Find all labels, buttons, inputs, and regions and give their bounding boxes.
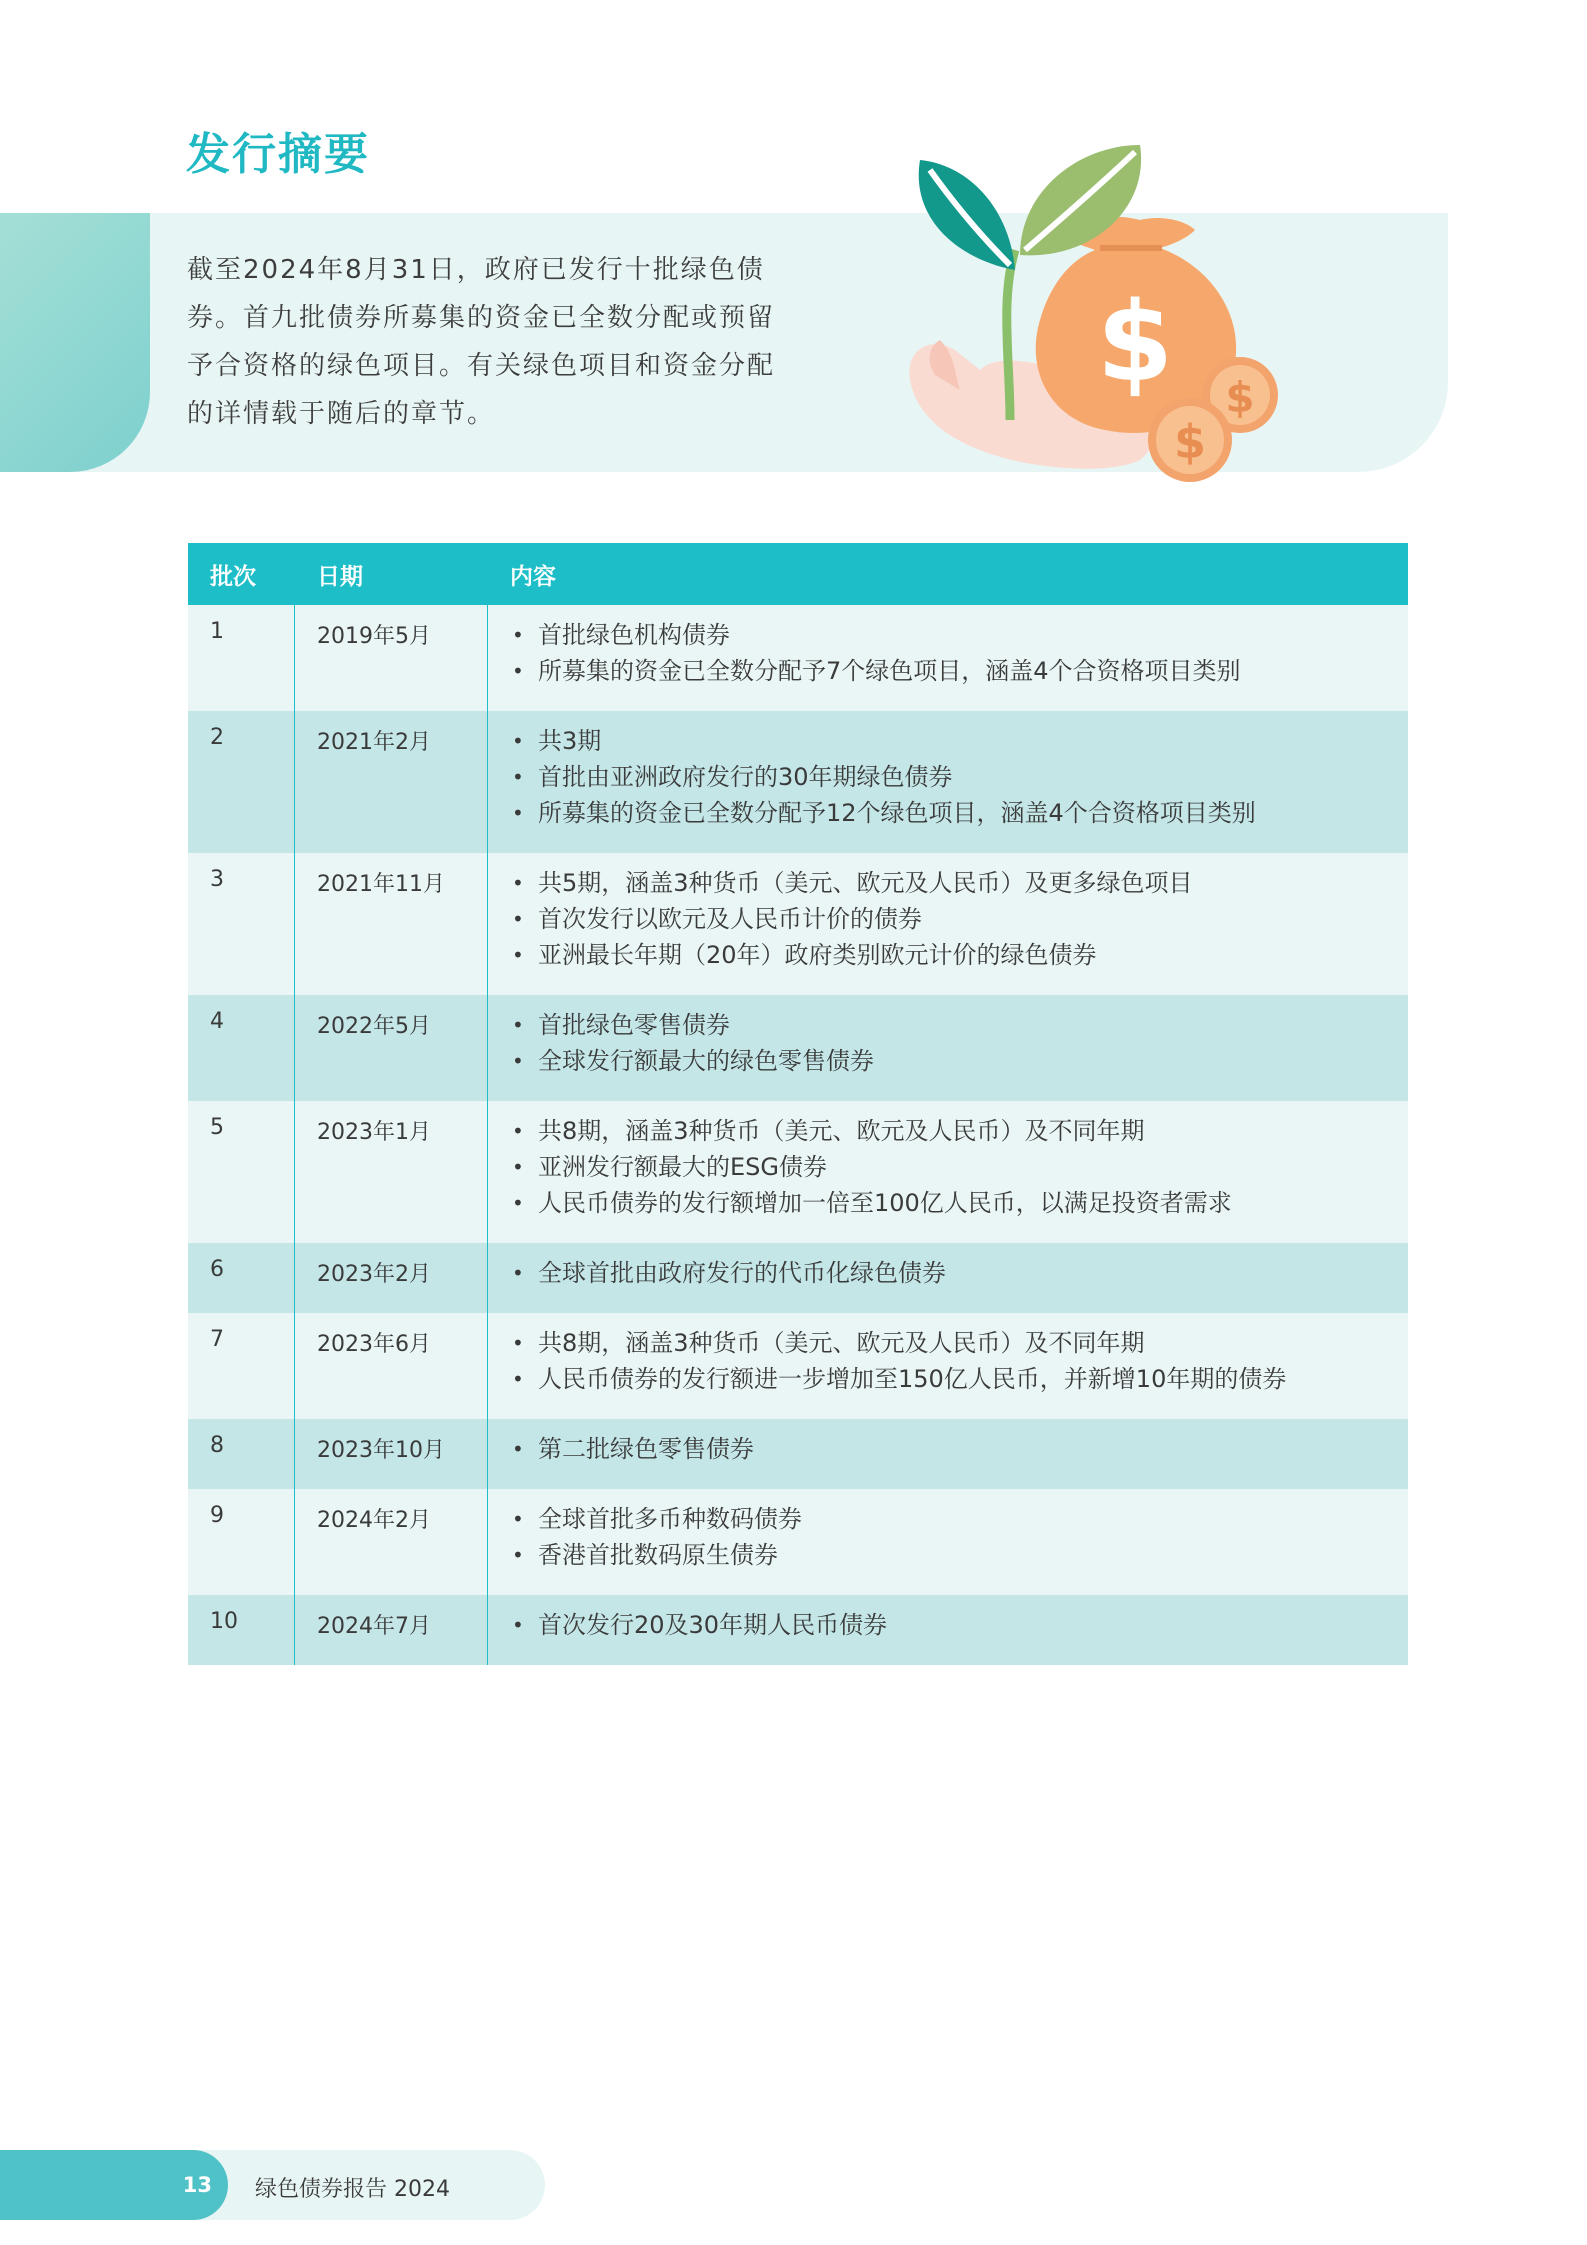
- header-date: 日期: [295, 543, 488, 605]
- list-item: • 首批由亚洲政府发行的30年期绿色债券: [512, 753, 1398, 801]
- date-cell: 2023年2月: [295, 1243, 488, 1313]
- content-cell: [488, 605, 1409, 711]
- table-row: [188, 1101, 1408, 1243]
- list-item: • 人民币债券的发行额增加一倍至100亿人民币，以满足投资者需求: [512, 1179, 1398, 1227]
- list-item: • 亚洲最长年期（20年）政府类别欧元计价的绿色债券: [512, 931, 1398, 979]
- page-number: 13: [0, 2150, 228, 2220]
- batch-cell: 5: [188, 1101, 295, 1243]
- content-cell: [488, 853, 1409, 995]
- date-cell: 2021年11月: [295, 853, 488, 995]
- content-cell: [488, 1313, 1409, 1419]
- list-item: • 亚洲发行额最大的ESG债券: [512, 1143, 1398, 1191]
- batch-cell: 8: [188, 1419, 295, 1489]
- list-item: • 全球首批由政府发行的代币化绿色债券: [512, 1249, 1398, 1297]
- money-bag-plant-hand-icon: [900, 140, 1330, 500]
- list-item: • 首批绿色零售债券: [512, 1001, 1398, 1049]
- batch-cell: 10: [188, 1595, 295, 1665]
- date-cell: 2023年10月: [295, 1419, 488, 1489]
- header-batch: 批次: [188, 543, 295, 605]
- batch-cell: 1: [188, 605, 295, 711]
- batch-cell: 4: [188, 995, 295, 1101]
- content-cell: [488, 1243, 1409, 1313]
- table-row: [188, 1313, 1408, 1419]
- list-item: • 所募集的资金已全数分配予12个绿色项目，涵盖4个合资格项目类别: [512, 789, 1398, 837]
- list-item: • 首批绿色机构债券: [512, 611, 1398, 659]
- content-cell: [488, 1489, 1409, 1595]
- batch-cell: 9: [188, 1489, 295, 1595]
- issuance-summary-table: [188, 543, 1408, 1665]
- content-cell: [488, 995, 1409, 1101]
- list-item: • 首次发行以欧元及人民币计价的债券: [512, 895, 1398, 943]
- header-content: 内容: [488, 543, 1409, 605]
- svg-text:$: $: [1173, 415, 1207, 469]
- date-cell: 2023年6月: [295, 1313, 488, 1419]
- content-cell: [488, 1419, 1409, 1489]
- table-row: [188, 605, 1408, 711]
- date-cell: 2021年2月: [295, 711, 488, 853]
- svg-text:$: $: [1225, 373, 1255, 422]
- batch-cell: 6: [188, 1243, 295, 1313]
- intro-accent-tab: [0, 213, 150, 472]
- list-item: • 人民币债券的发行额进一步增加至150亿人民币，并新增10年期的债券: [512, 1355, 1398, 1403]
- report-title: 绿色债券报告 2024: [255, 2177, 450, 2202]
- batch-cell: 7: [188, 1313, 295, 1419]
- list-item: • 共5期，涵盖3种货币（美元、欧元及人民币）及更多绿色项目: [512, 859, 1398, 907]
- page-title: 发行摘要: [186, 129, 370, 180]
- table-row: [188, 711, 1408, 853]
- date-cell: 2024年2月: [295, 1489, 488, 1595]
- list-item: • 首次发行20及30年期人民币债券: [512, 1601, 1398, 1649]
- list-item: • 全球首批多币种数码债券: [512, 1495, 1398, 1543]
- svg-text:$: $: [1096, 278, 1174, 406]
- list-item: • 香港首批数码原生债券: [512, 1531, 1398, 1579]
- table-row: [188, 995, 1408, 1101]
- list-item: • 共8期，涵盖3种货币（美元、欧元及人民币）及不同年期: [512, 1319, 1398, 1367]
- intro-text: 截至2024年8月31日，政府已发行十批绿色债券。首九批债券所募集的资金已全数分配或预留予合资格的绿色项目。有关绿色项目和资金分配的详情载于随后的章节。: [187, 255, 776, 429]
- batch-cell: 3: [188, 853, 295, 995]
- content-cell: [488, 1101, 1409, 1243]
- table-row: [188, 853, 1408, 995]
- batch-cell: 2: [188, 711, 295, 853]
- date-cell: 2024年7月: [295, 1595, 488, 1665]
- content-cell: [488, 711, 1409, 853]
- date-cell: 2023年1月: [295, 1101, 488, 1243]
- table-row: [188, 1419, 1408, 1489]
- date-cell: 2022年5月: [295, 995, 488, 1101]
- list-item: • 第二批绿色零售债券: [512, 1425, 1398, 1473]
- table-header-row: [188, 543, 1408, 605]
- content-cell: [488, 1595, 1409, 1665]
- table-row: [188, 1595, 1408, 1665]
- list-item: • 全球发行额最大的绿色零售债券: [512, 1037, 1398, 1085]
- table-row: [188, 1243, 1408, 1313]
- date-cell: 2019年5月: [295, 605, 488, 711]
- list-item: • 所募集的资金已全数分配予7个绿色项目，涵盖4个合资格项目类别: [512, 647, 1398, 695]
- table-row: [188, 1489, 1408, 1595]
- list-item: • 共8期，涵盖3种货币（美元、欧元及人民币）及不同年期: [512, 1107, 1398, 1155]
- list-item: • 共3期: [512, 717, 1398, 765]
